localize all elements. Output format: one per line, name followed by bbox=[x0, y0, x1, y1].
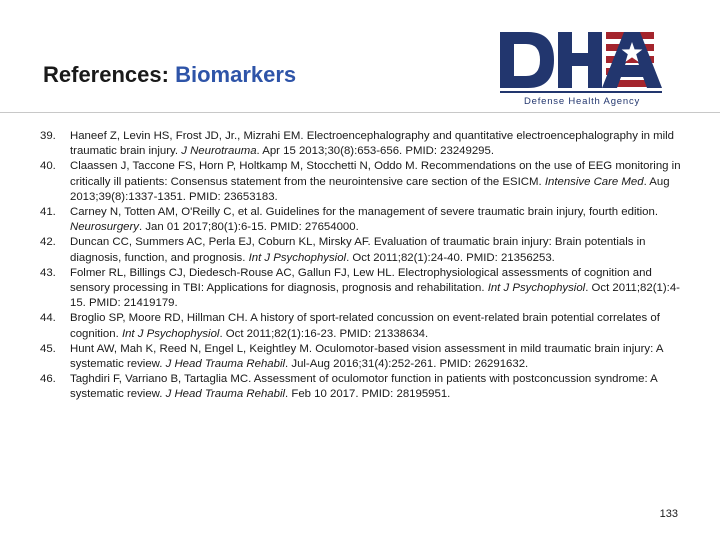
reference-number: 42. bbox=[40, 236, 56, 249]
reference-journal: J Neurotrauma bbox=[181, 145, 257, 158]
title-prefix: References: bbox=[43, 62, 176, 87]
reference-number: 41. bbox=[40, 206, 56, 219]
reference-authors-title: Haneef Z, Levin HS, Frost JD, Jr., Mizrahi EM. Electroencephalography and quantitative electroencephalography in mild traumatic brain injury. bbox=[70, 130, 675, 158]
reference-authors-title: Claassen J, Taccone FS, Horn P, Holtkamp M, Stocchetti N, Oddo M. Recommendations on the use of EEG monitoring in critically ill patients: Consensus statement from the neurointensive care section of the ESICM. bbox=[70, 160, 681, 188]
logo-caption: Defense Health Agency bbox=[523, 96, 641, 107]
reference-citation: . Jul-Aug 2016;31(4):252-261. PMID: 26291632. bbox=[285, 358, 529, 371]
slide-title bbox=[43, 62, 296, 88]
reference-text bbox=[70, 235, 686, 265]
logo-letter-h bbox=[558, 32, 602, 88]
page-number: 133 bbox=[659, 508, 678, 520]
reference-item bbox=[40, 159, 686, 205]
reference-authors-title: Broglio SP, Moore RD, Hillman CH. A history of sport-related concussion on event-related brain potential correlates of cognition. bbox=[70, 312, 660, 340]
dha-logo bbox=[498, 28, 664, 110]
reference-text bbox=[70, 372, 686, 402]
title-divider bbox=[0, 112, 720, 113]
title-accent: Biomarkers bbox=[175, 62, 297, 87]
reference-item bbox=[40, 372, 686, 402]
reference-number: 39. bbox=[40, 130, 56, 142]
reference-journal: Int J Psychophysiol bbox=[248, 251, 347, 264]
reference-number: 44. bbox=[40, 312, 56, 325]
reference-journal: Int J Psychophysiol bbox=[487, 282, 586, 295]
reference-item bbox=[40, 342, 686, 372]
reference-authors-title: Folmer RL, Billings CJ, Diedesch-Rouse AC, Gallun FJ, Lew HL. Electrophysiological assessments of cognition and sensory processing in TBI: Applications for diagnosis, prognosis and rehabilitation. bbox=[70, 266, 652, 295]
reference-item bbox=[40, 235, 686, 265]
reference-citation: . Oct 2011;82(1):4-15. PMID: 21419179. bbox=[70, 282, 680, 310]
reference-authors-title: Taghdiri F, Varriano B, Tartaglia MC. Assessment of oculomotor function in patients with postconcussion syndrome: A systematic review. bbox=[70, 373, 658, 401]
reference-journal: Int J Psychophysiol bbox=[121, 327, 220, 340]
reference-citation: . Jan 01 2017;80(1):6-15. PMID: 27654000. bbox=[139, 221, 359, 234]
reference-text bbox=[70, 342, 686, 372]
reference-journal: Intensive Care Med bbox=[544, 175, 644, 188]
reference-authors-title: Duncan CC, Summers AC, Perla EJ, Coburn KL, Mirsky AF. Evaluation of traumatic brain injury: Brain potentials in diagnosis, function, and prognosis. bbox=[70, 236, 646, 264]
reference-number: 46. bbox=[40, 373, 56, 386]
reference-number: 43. bbox=[40, 266, 56, 279]
reference-authors-title: Carney N, Totten AM, O'Reilly C, et al. Guidelines for the management of severe traumatic brain injury, fourth edition. bbox=[70, 206, 659, 219]
reference-journal: Neurosurgery bbox=[70, 221, 140, 234]
reference-text bbox=[70, 266, 686, 312]
reference-journal: J Head Trauma Rehabil bbox=[165, 358, 286, 371]
reference-citation: . Oct 2011;82(1):24-40. PMID: 21356253. bbox=[346, 251, 555, 264]
reference-citation: . Aug 2013;39(8):1337-1351. PMID: 23653183. bbox=[70, 175, 670, 203]
reference-text bbox=[70, 159, 686, 205]
reference-citation: . Feb 10 2017. PMID: 28195951. bbox=[285, 388, 451, 401]
reference-citation: . Oct 2011;82(1):16-23. PMID: 21338634. bbox=[219, 327, 429, 340]
reference-text bbox=[70, 205, 686, 235]
reference-number: 45. bbox=[40, 342, 56, 355]
reference-journal: J Head Trauma Rehabil bbox=[165, 388, 286, 401]
reference-citation: . Apr 15 2013;30(8):653-656. PMID: 23249295. bbox=[256, 145, 495, 158]
reference-item bbox=[40, 311, 686, 341]
logo-letter-d bbox=[500, 32, 554, 88]
reference-item bbox=[40, 205, 686, 235]
reference-number: 40. bbox=[40, 160, 56, 173]
reference-item bbox=[40, 129, 686, 159]
reference-list bbox=[40, 129, 686, 403]
reference-item bbox=[40, 266, 686, 312]
reference-authors-title: Hunt AW, Mah K, Reed N, Engel L, Keightley M. Oculomotor-based vision assessment in mild traumatic brain injury: A systematic review. bbox=[70, 342, 663, 371]
reference-text bbox=[70, 311, 686, 341]
reference-text bbox=[70, 129, 686, 159]
